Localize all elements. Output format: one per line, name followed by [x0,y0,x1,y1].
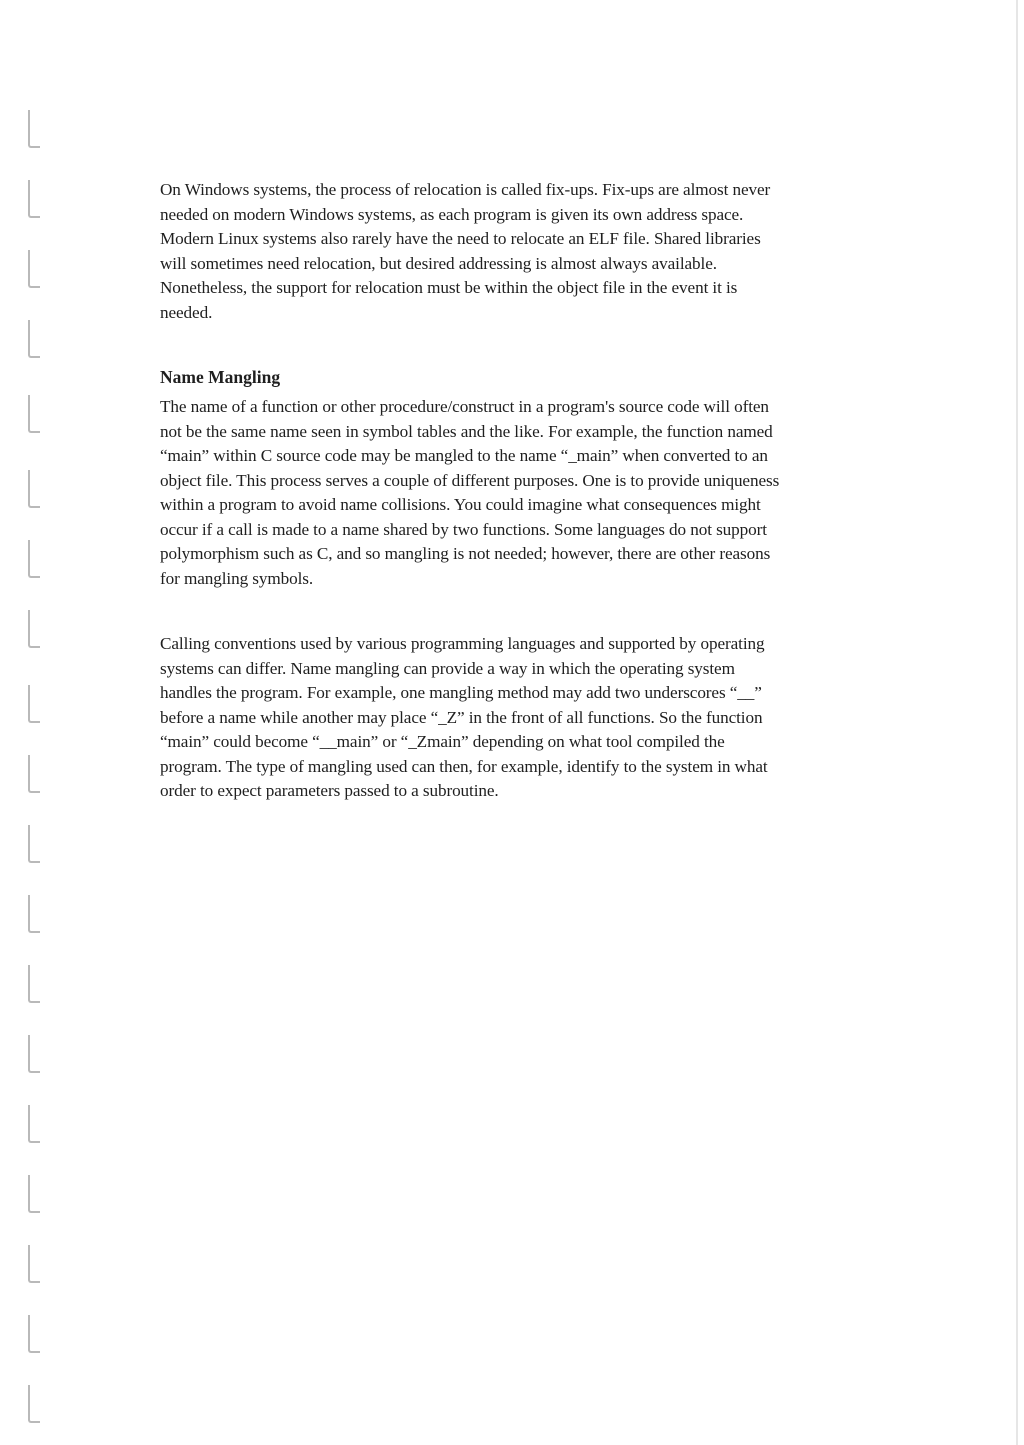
binder-mark [28,1105,40,1143]
binder-mark [28,685,40,723]
binder-edge [0,0,60,1445]
binder-mark [28,250,40,288]
binder-mark [28,825,40,863]
binder-mark [28,470,40,508]
binder-mark [28,1175,40,1213]
binder-mark [28,180,40,218]
binder-mark [28,540,40,578]
binder-mark [28,1035,40,1073]
page-edge [1016,0,1018,1445]
binder-mark [28,1245,40,1283]
binder-mark [28,965,40,1003]
binder-mark [28,320,40,358]
paragraph-relocation: On Windows systems, the process of relocation is called fix-ups. Fix-ups are almost never needed on modern Windows systems, as each program is given its own address space. Modern Linux systems also rarely have the need to relocate an ELF file. Shared libraries will sometimes need relocation, but desired addressing is almost always available. Nonetheless, the support for relocation must be within the object file in the event it is needed. [160,180,771,322]
binder-mark [28,610,40,648]
binder-mark [28,110,40,148]
section-heading: Name Mangling [160,367,281,387]
binder-mark [28,1315,40,1353]
paragraph-calling-conventions: Calling conventions used by various programming languages and supported by operating systems can differ. Name mangling can provide a way in which the operating system handles the program. For example, one mangling method may add two underscores “__” before a name while another may place “_Z” in the front of all functions. So the function “main” could become “__main” or “_Zmain” depending on what tool compiled the program. The type of mangling used can then, for example, identify to the system in what order to expect parameters passed to a subroutine. [160,634,768,800]
binder-mark [28,1385,40,1423]
binder-mark [28,395,40,433]
paragraph-name-mangling: The name of a function or other procedure/construct in a program's source code will often not be the same name seen in symbol tables and the like. For example, the function named “main” within C source code may be mangled to the name “_main” when converted to an object file. This process serves a couple of different purposes. One is to provide uniqueness within a program to avoid name collisions. You could imagine what consequences might occur if a call is made to a name shared by two functions. Some languages do not support polymorphism such as C, and so mangling is not needed; however, there are other reasons for mangling symbols. [160,397,780,588]
binder-mark [28,755,40,793]
binder-mark [28,895,40,933]
document-body [160,178,880,804]
